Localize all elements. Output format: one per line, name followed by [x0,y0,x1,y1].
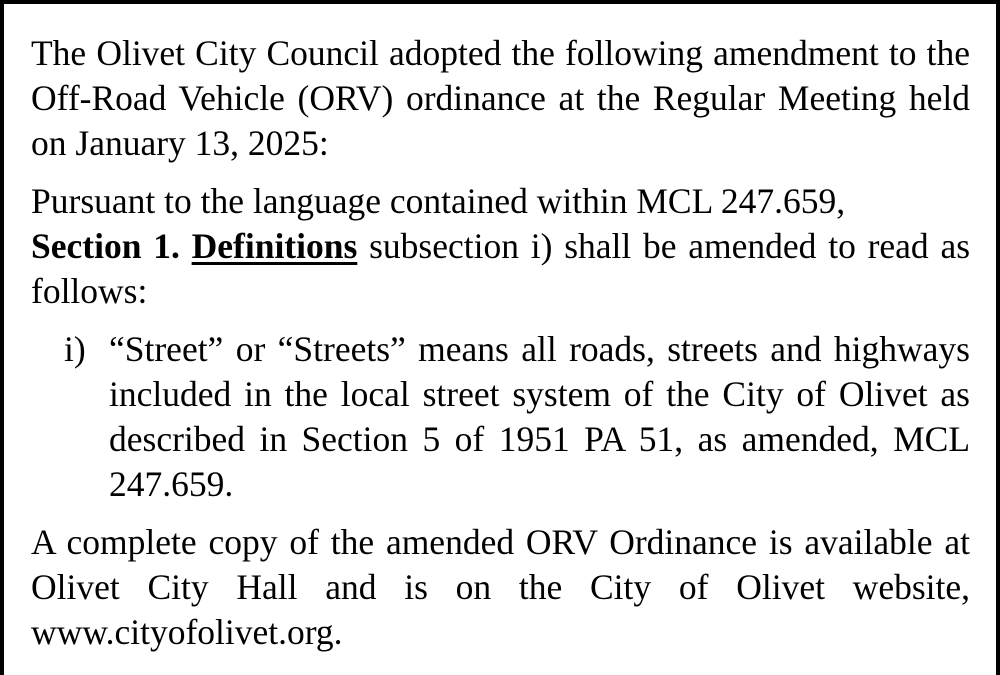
definitions-label: Definitions [191,226,358,266]
definition-marker: i) [64,329,86,369]
closing-paragraph: A complete copy of the amended ORV Ordinance is available at Olivet City Hall and is on the City of Olivet website, www.cityofolivet.org. [31,522,970,652]
definition-item [31,327,970,507]
section-label: Section 1. [31,226,180,266]
pursuant-paragraph [31,179,970,314]
pursuant-lead: Pursuant to the language contained within MCL 247.659, [31,181,846,221]
pursuant-tail: subsection i) shall be amended to read as follows: [31,226,971,311]
definition-text: “Street” or “Streets” means all roads, streets and highways included in the local street system of the City of Olivet as described in Section 5 of 1951 PA 51, as amended, MCL 247.659. [109,329,970,504]
intro-paragraph: The Olivet City Council adopted the following amendment to the Off-Road Vehicle (ORV) ordinance at the Regular Meeting held on January 13, 2025: [31,33,970,163]
